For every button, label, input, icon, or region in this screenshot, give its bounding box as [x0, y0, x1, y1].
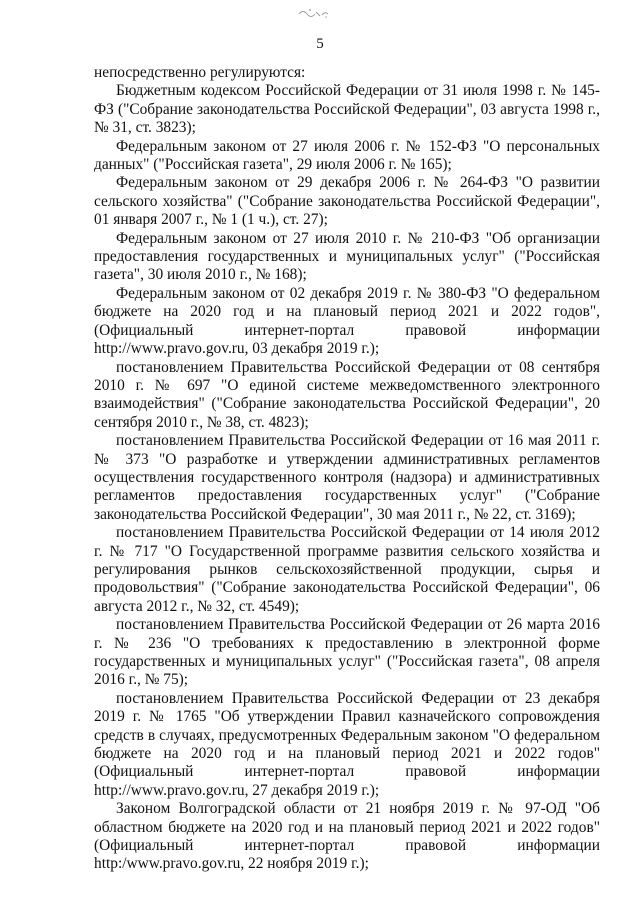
paragraph-law-264: Федеральным законом от 29 декабря 2006 г. № 264-ФЗ "О развитии сельского хозяйства" ("Собрание законодательства Российской Федерации", 01 января 2007 г., № 1 (1 ч.), ст. 27); — [94, 174, 600, 229]
paragraph-resolution-373: постановлением Правительства Российской Федерации от 16 мая 2011 г. № 373 "О разработке и утверждении административных регламентов осуществления государственного контроля (надзора) и административных регламентов предоставления государственных услуг" ("Собрание законодательства Российской Федерации", 30 мая 2011 г., № 22, ст. 3169); — [94, 432, 600, 523]
paragraph-law-152: Федеральным законом от 27 июля 2006 г. № 152-ФЗ "О персональных данных" ("Российская газета", 29 июля 2006 г. № 165); — [94, 137, 600, 174]
paragraph-resolution-697: постановлением Правительства Российской Федерации от 08 сентября 2010 г. № 697 "О единой системе межведомственного электронного взаимодействия" ("Собрание законодательства Российской Федерации", 20 сентября 2010 г., № 38, ст. 4823); — [94, 358, 600, 431]
document-body — [94, 64, 600, 874]
scan-artifact-mark — [296, 6, 332, 20]
paragraph-regional-law-97: Законом Волгоградской области от 21 ноября 2019 г. № 97-ОД "Об областном бюджете на 2020 год и на плановый период 2021 и 2022 годов" (Официальный интернет-портал правовой информации http:/www.pravo.gov.ru, 22 ноября 2019 г.); — [94, 800, 600, 873]
paragraph-resolution-236: постановлением Правительства Российской Федерации от 26 марта 2016 г. № 236 "О требованиях к предоставлению в электронной форме государственных и муниципальных услуг" ("Российская газета", 08 апреля 2016 г., № 75); — [94, 616, 600, 689]
paragraph-law-380: Федеральным законом от 02 декабря 2019 г. № 380-ФЗ "О федеральном бюджете на 2020 год и на плановый период 2021 и 2022 годов", (Официальный интернет-портал правовой информации http://www.pravo.gov.ru, 03 декабря 2019 г.); — [94, 284, 600, 358]
intro-line: непосредственно регулируются: — [94, 64, 306, 81]
paragraph-resolution-717: постановлением Правительства Российской Федерации от 14 июля 2012 г. № 717 "О Государственной программе развития сельского хозяйства и регулирования рынков сельскохозяйственной продукции, сырья и продовольствия" ("Собрание законодательства Российской Федерации", 06 августа 2012 г., № 32, ст. 4549); — [94, 524, 600, 615]
paragraph-budget-code: Бюджетным кодексом Российской Федерации от 31 июля 1998 г. № 145-ФЗ ("Собрание законодательства Российской Федерации", 03 августа 1998 г., № 31, ст. 3823); — [94, 82, 600, 137]
paragraph-law-210: Федеральным законом от 27 июля 2010 г. № 210-ФЗ "Об организации предоставления государственных и муниципальных услуг" ("Российская газета", 30 июля 2010 г., № 168); — [94, 229, 600, 284]
page-number: 5 — [316, 36, 324, 52]
paragraph-resolution-1765: постановлением Правительства Российской Федерации от 23 декабря 2019 г. № 1765 "Об утверждении Правил казначейского сопровождения средств в случаях, предусмотренных Федеральным законом "О федеральном бюджете на 2020 год и на плановый период 2021 и 2022 годов" (Официальный интернет-портал правовой информации http://www.pravo.gov.ru, 27 декабря 2019 г.); — [94, 689, 600, 799]
